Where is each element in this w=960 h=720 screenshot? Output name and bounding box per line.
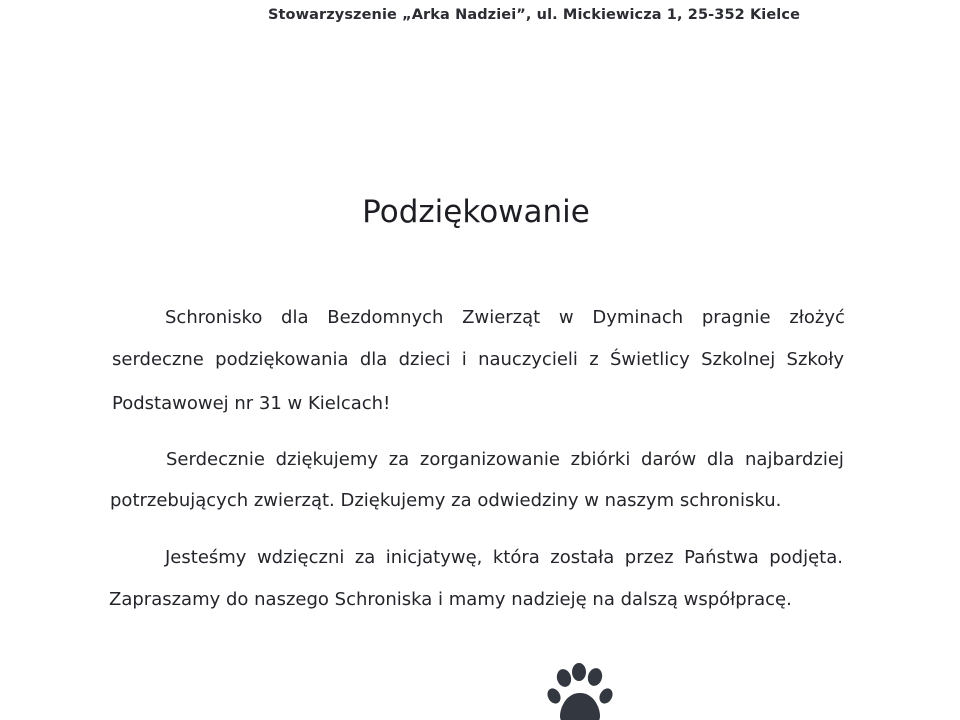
word: najbardziej [745,449,844,470]
letterhead-address: Stowarzyszenie „Arka Nadziei”, ul. Mickiewicza 1, 25-352 Kielce [267,7,801,23]
word: dzieci [398,349,451,370]
paragraph-3-line-1 [165,547,843,568]
paw-print-icon [546,662,616,720]
word: zorganizowanie [419,449,560,470]
word: zbiórki [570,449,631,470]
word: dla [359,349,388,370]
word: Jesteśmy [165,547,247,568]
word: Państwa [684,547,759,568]
word: Serdecznie [166,449,265,470]
word: Dyminach [592,307,684,328]
word: pragnie [701,307,771,328]
word: nauczycieli [478,349,578,370]
word: wdzięczni [256,547,345,568]
paragraph-2-line-2: potrzebujących zwierząt. Dziękujemy za odwiedziny w naszym schronisku. [110,490,782,511]
word: która [492,547,540,568]
word: za [354,547,376,568]
paw-print-icon-shapes [546,663,615,720]
word: dla [706,449,735,470]
paragraph-2-line-1 [166,449,844,470]
word: serdeczne [112,349,204,370]
word: została [550,547,615,568]
letter-title: Podziękowanie [362,194,590,230]
word: Bezdomnych [327,307,444,328]
word: podjęta. [769,547,843,568]
word: Szkoły [786,349,844,370]
word: przez [624,547,674,568]
word: złożyć [789,307,845,328]
word: i [461,349,467,370]
word: dla [281,307,309,328]
paragraph-3-line-2: Zapraszamy do naszego Schroniska i mamy nadzieję na dalszą współpracę. [109,589,792,610]
paragraph-1-line-1 [165,307,845,328]
word: za [388,449,410,470]
word: z [589,349,599,370]
word: Szkolnej [701,349,776,370]
paragraph-1-line-3: Podstawowej nr 31 w Kielcach! [112,393,391,414]
word: inicjatywę, [385,547,483,568]
word: darów [641,449,697,470]
word: w [558,307,574,328]
paragraph-1-line-2 [112,349,844,370]
word: Zwierząt [462,307,541,328]
word: Świetlicy [609,349,690,370]
word: Schronisko [165,307,263,328]
word: podziękowania [215,349,349,370]
word: dziękujemy [275,449,379,470]
